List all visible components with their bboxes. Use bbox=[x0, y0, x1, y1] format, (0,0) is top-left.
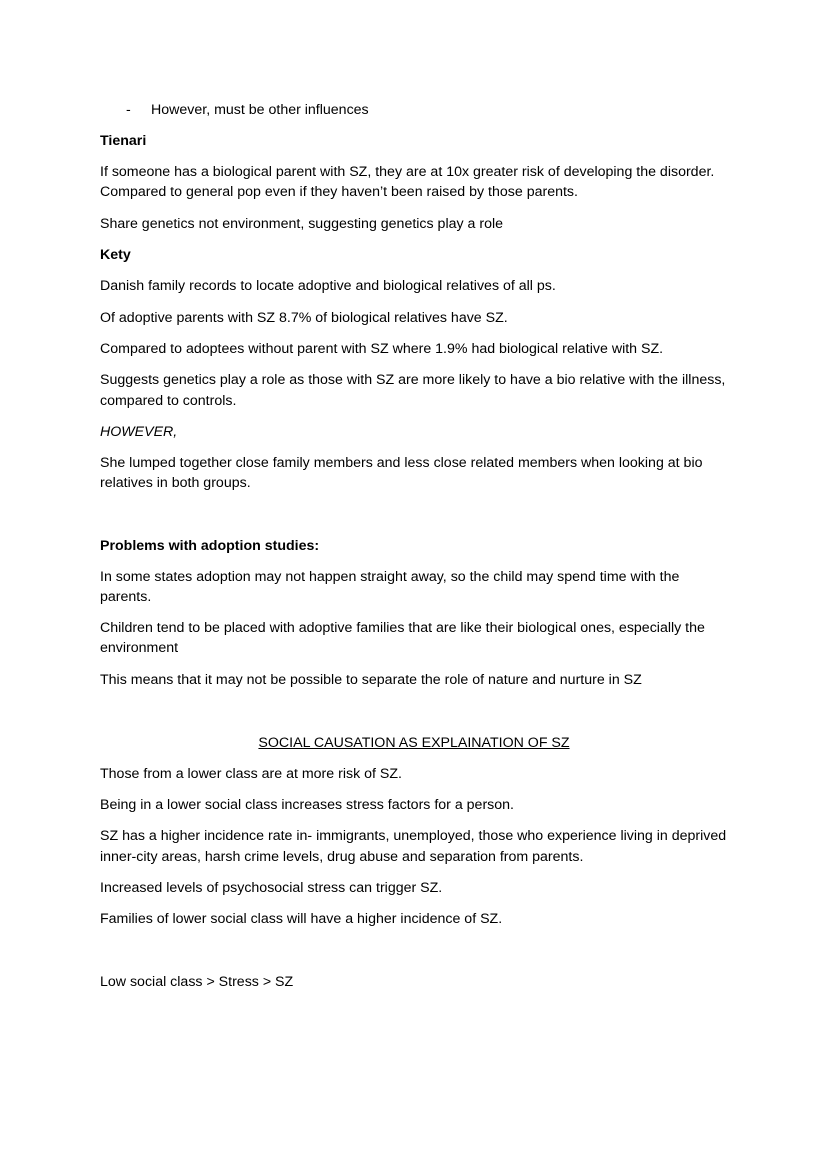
tienari-para1-line2: Compared to general pop even if they haven’t been raised by those parents. bbox=[100, 184, 578, 200]
kety-para2: Of adoptive parents with SZ 8.7% of biological relatives have SZ. bbox=[100, 310, 508, 326]
kety-para3: Compared to adoptees without parent with SZ where 1.9% had biological relative with SZ. bbox=[100, 341, 664, 357]
problems-para3: This means that it may not be possible to separate the role of nature and nurture in SZ bbox=[100, 672, 642, 688]
bullet-marker: - bbox=[126, 102, 131, 118]
tienari-para1-line1: If someone has a biological parent with SZ, they are at 10x greater risk of developing the disorder. bbox=[100, 164, 715, 180]
problems-para2-line2: environment bbox=[100, 640, 179, 656]
kety-para4-line2: compared to controls. bbox=[100, 393, 237, 409]
social-para4: Increased levels of psychosocial stress can trigger SZ. bbox=[100, 880, 443, 896]
kety-para5-line1: She lumped together close family members and less close related members when looking at bio bbox=[100, 455, 703, 471]
tienari-para2: Share genetics not environment, suggesting genetics play a role bbox=[100, 216, 504, 232]
social-para5: Families of lower social class will have a higher incidence of SZ. bbox=[100, 911, 503, 927]
problems-heading: Problems with adoption studies: bbox=[100, 538, 320, 554]
kety-para4-line1: Suggests genetics play a role as those with SZ are more likely to have a bio relative with the illness, bbox=[100, 372, 726, 388]
bullet-text: However, must be other influences bbox=[151, 102, 369, 118]
problems-para1-line2: parents. bbox=[100, 589, 152, 605]
kety-however: HOWEVER, bbox=[100, 424, 178, 440]
social-causation-title: SOCIAL CAUSATION AS EXPLAINATION OF SZ bbox=[258, 735, 570, 751]
social-summary: Low social class > Stress > SZ bbox=[100, 974, 294, 990]
social-para3-line2: inner-city areas, harsh crime levels, drug abuse and separation from parents. bbox=[100, 849, 584, 865]
problems-para1-line1: In some states adoption may not happen straight away, so the child may spend time with the bbox=[100, 569, 680, 585]
kety-para1: Danish family records to locate adoptive and biological relatives of all ps. bbox=[100, 278, 556, 294]
problems-para2-line1: Children tend to be placed with adoptive families that are like their biological ones, especially the bbox=[100, 620, 705, 636]
tienari-heading: Tienari bbox=[100, 133, 147, 149]
kety-para5-line2: relatives in both groups. bbox=[100, 475, 251, 491]
social-para2: Being in a lower social class increases stress factors for a person. bbox=[100, 797, 514, 813]
social-para3-line1: SZ has a higher incidence rate in- immigrants, unemployed, those who experience living in deprived bbox=[100, 828, 727, 844]
social-para1: Those from a lower class are at more risk of SZ. bbox=[100, 766, 402, 782]
kety-heading: Kety bbox=[100, 247, 131, 263]
